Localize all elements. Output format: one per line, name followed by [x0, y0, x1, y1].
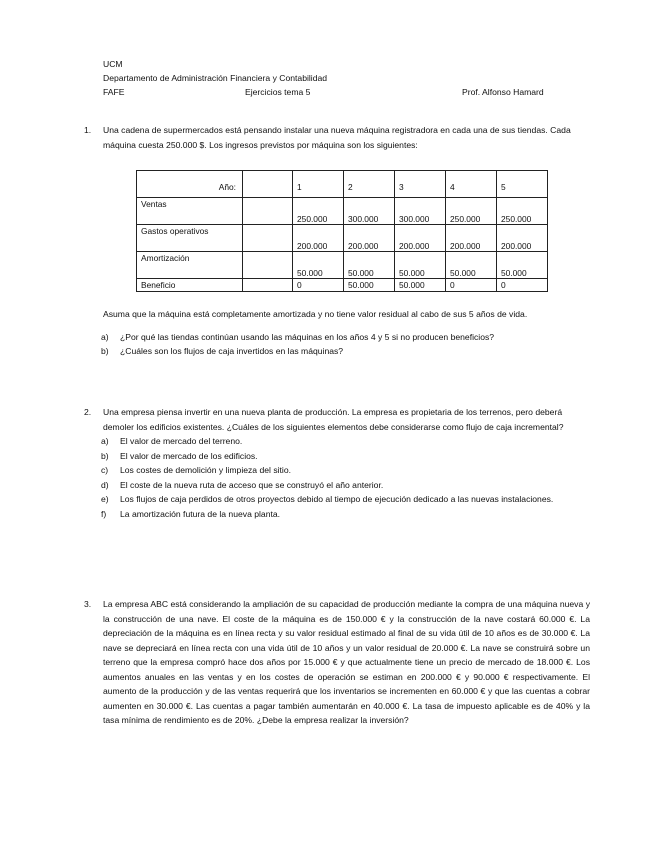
table-cell: 200.000: [446, 225, 497, 252]
question-3-text: La empresa ABC está considerando la ampliación de su capacidad de producción mediante la compra de una máquina nueva y la construcción de una nave. El coste de la máquina es de 150.000 € y la construcción de la nave costará 60.000 €. La depreciación de la máquina es en línea recta y su valor residual estimado al final de su vida útil de 10 años es de 30.000 €. La nave se depreciará en línea recta con una vida útil de 10 años y un valor residual de 20.000 €. La nave se construirá sobre un terreno que la empresa compró hace dos años por 15.000 € y que actualmente tiene un precio de mercado de 18.000 €. Los aumentos anuales en las ventas y en los costes de operación se estiman en 200.000 € y 90.000 € respectivamente. El aumento de la producción y de las ventas requerirá que los inventarios se incrementen en 60.000 € y que las cuentas a cobrar aumenten en 30.000 €. Las cuentas a pagar también aumentarán en 40.000 €. La tasa de impuesto aplicable es de 40% y la tasa mínima de rendimiento es de 20%. ¿Debe la empresa realizar la inversión?: [103, 599, 590, 725]
table-cell: 50.000: [293, 252, 344, 279]
table-year: 5: [497, 171, 548, 198]
question-1-followup: [84, 307, 590, 359]
table-header-label: Año:: [137, 171, 243, 198]
table-cell: 50.000: [344, 279, 395, 292]
list-item: c) Los costes de demolición y limpieza del sitio.: [101, 465, 292, 475]
question-3: [84, 597, 590, 728]
table-cell: 200.000: [293, 225, 344, 252]
table-cell: 300.000: [344, 198, 395, 225]
table-year: 4: [446, 171, 497, 198]
list-item: a) ¿Por qué las tiendas continúan usando las máquinas en los años 4 y 5 si no producen beneficios?: [101, 331, 495, 342]
row-label: Beneficio: [137, 279, 243, 292]
header-faculty: FAFE: [103, 87, 125, 97]
question-2: [84, 405, 590, 521]
header-topic: Ejercicios tema 5: [245, 87, 311, 97]
header-department: Departamento de Administración Financiera y Contabilidad: [103, 73, 328, 83]
table-row: [137, 225, 548, 252]
table-cell: 250.000: [293, 198, 344, 225]
list-item: a) El valor de mercado del terreno.: [101, 436, 243, 446]
question-1: [84, 123, 590, 152]
question-1-intro: Una cadena de supermercados está pensando instalar una nueva máquina registradora en cada una de sus tiendas. Cada máquina cuesta 250.000 $. Los ingresos previstos por máquina son los siguientes:: [103, 125, 571, 150]
table-cell: 200.000: [344, 225, 395, 252]
revenue-table: [136, 170, 548, 292]
table-cell: 0: [293, 279, 344, 292]
table-cell: 50.000: [344, 252, 395, 279]
table-cell: 0: [446, 279, 497, 292]
table-cell: 200.000: [395, 225, 446, 252]
table-cell: 300.000: [395, 198, 446, 225]
row-label: Amortización: [137, 252, 243, 279]
question-2-number: 2.: [84, 407, 92, 417]
table-cell: 50.000: [395, 252, 446, 279]
question-3-number: 3.: [84, 599, 92, 609]
table-cell: 200.000: [497, 225, 548, 252]
list-item: f) La amortización futura de la nueva planta.: [101, 508, 281, 519]
question-2-items: [84, 434, 590, 521]
table-row: [137, 198, 548, 225]
list-item: b) El valor de mercado de los edificios.: [101, 450, 258, 461]
question-1-assumption: Asuma que la máquina está completamente amortizada y no tiene valor residual al cabo de sus 5 años de vida.: [103, 309, 528, 319]
table-header-row: [137, 171, 548, 198]
list-item: b) ¿Cuáles son los flujos de caja invertidos en las máquinas?: [101, 346, 344, 356]
table-year: 1: [293, 171, 344, 198]
header-institution: UCM: [103, 59, 123, 69]
list-item: d) El coste de la nueva ruta de acceso que se construyó el año anterior.: [101, 479, 384, 490]
list-item: e) Los flujos de caja perdidos de otros proyectos debido al tiempo de ejecución dedicado a las nuevas instalaciones.: [101, 494, 554, 504]
table-row: [137, 279, 548, 292]
table-cell: 50.000: [395, 279, 446, 292]
table-cell: 250.000: [446, 198, 497, 225]
question-1-items: [84, 330, 590, 359]
table-year: 2: [344, 171, 395, 198]
table-cell: 50.000: [446, 252, 497, 279]
table-cell: 50.000: [497, 252, 548, 279]
row-label: Ventas: [137, 198, 243, 225]
question-2-intro: Una empresa piensa invertir en una nueva planta de producción. La empresa es propietaria de los terrenos, pero deberá demoler los edificios existentes. ¿Cuáles de los siguientes elementos debe considerarse como flujo de caja incremental?: [103, 407, 564, 432]
table-row: [137, 252, 548, 279]
question-1-number: 1.: [84, 125, 92, 135]
header-professor: Prof. Alfonso Hamard: [462, 87, 544, 97]
table-cell: 250.000: [497, 198, 548, 225]
document-header: [103, 57, 563, 99]
table-cell: 0: [497, 279, 548, 292]
table-year: 3: [395, 171, 446, 198]
row-label: Gastos operativos: [137, 225, 243, 252]
